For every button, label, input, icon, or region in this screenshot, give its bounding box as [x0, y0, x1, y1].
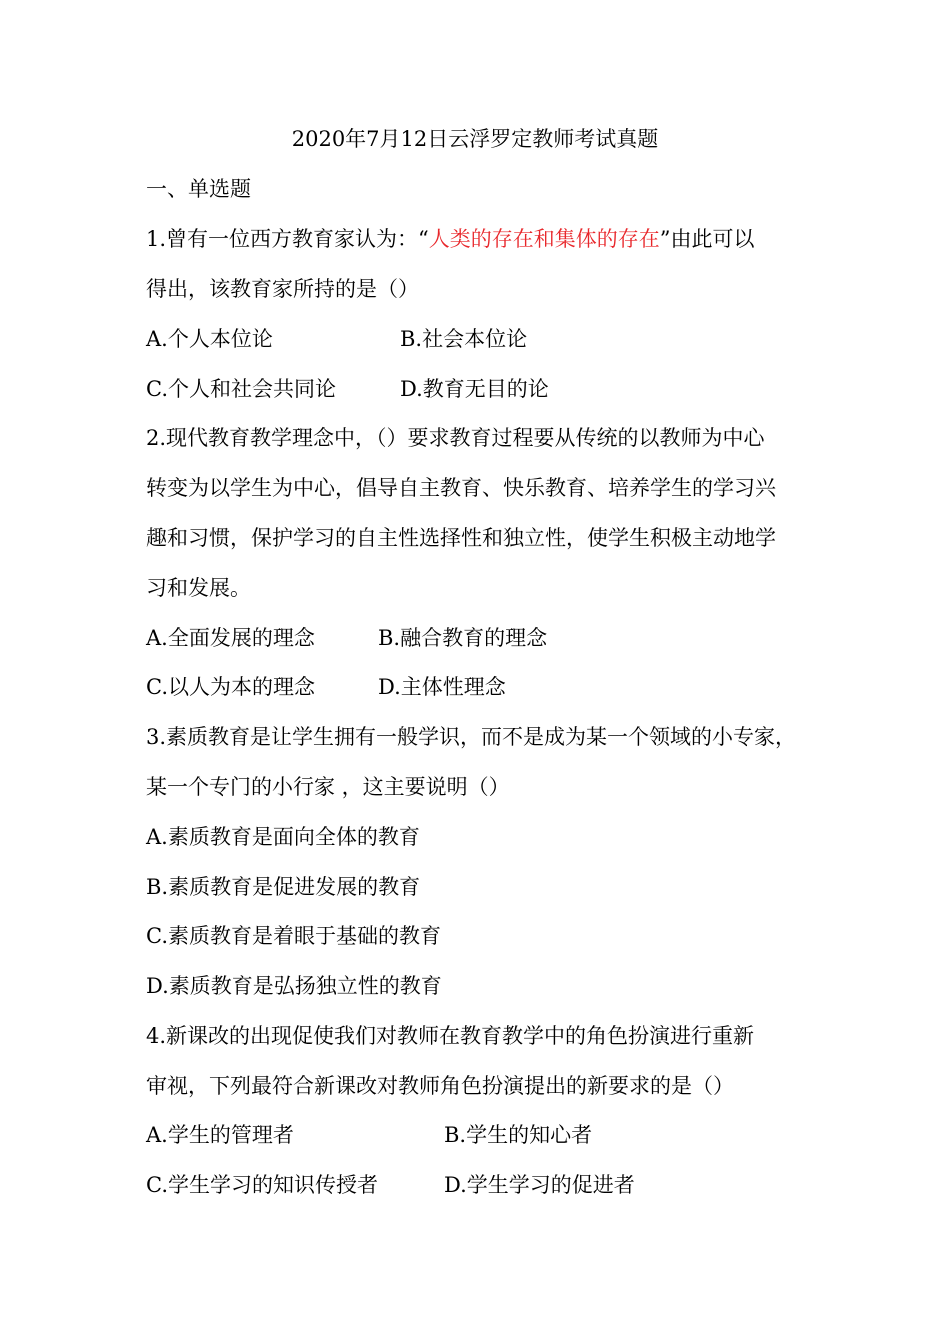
question-1-option-c: C.个人和社会共同论 [146, 377, 336, 401]
question-1-prefix: 1.曾有一位西方教育家认为：“ [146, 227, 429, 251]
question-1-highlight: 人类的存在和集体的存在 [428, 227, 660, 251]
question-3-option-c: C.素质教育是着眼于基础的教育 [146, 924, 441, 948]
question-3-option-a: A.素质教育是面向全体的教育 [146, 825, 420, 849]
question-3-text-line1: 3.素质教育是让学生拥有一般学识，而不是成为某一个领域的小专家， [146, 725, 797, 749]
question-4-option-c: C.学生学习的知识传授者 [146, 1173, 378, 1197]
question-2-text-line4: 习和发展。 [146, 576, 251, 600]
question-1-option-b: B.社会本位论 [400, 327, 528, 351]
question-4-text-line2: 审视，下列最符合新课改对教师角色扮演提出的新要求的是（） [146, 1074, 734, 1098]
question-2-option-c: C.以人为本的理念 [146, 675, 315, 699]
question-2-option-a: A.全面发展的理念 [146, 626, 315, 650]
question-2-option-d: D.主体性理念 [378, 675, 506, 699]
question-3-text-line2: 某一个专门的小行家 ，这主要说明（） [146, 775, 510, 799]
question-1-text [146, 224, 755, 254]
section-heading: 一、单选题 [146, 177, 251, 201]
question-1-text-line2: 得出，该教育家所持的是（） [146, 277, 419, 301]
question-1-option-d: D.教育无目的论 [400, 377, 549, 401]
question-4-option-b: B.学生的知心者 [444, 1123, 593, 1147]
question-2-text-line1: 2.现代教育教学理念中，（）要求教育过程要从传统的以教师为中心 [146, 426, 765, 450]
question-2-option-b: B.融合教育的理念 [378, 626, 548, 650]
question-1-suffix: ”由此可以 [659, 227, 755, 251]
question-4-option-a: A.学生的管理者 [146, 1123, 294, 1147]
question-2-text-line2: 转变为以学生为中心，倡导自主教育、快乐教育、培养学生的学习兴 [146, 476, 776, 500]
question-1-option-a: A.个人本位论 [146, 327, 273, 351]
question-2-text-line3: 趣和习惯，保护学习的自主性选择性和独立性，使学生积极主动地学 [146, 526, 776, 550]
question-4-option-d: D.学生学习的促进者 [444, 1173, 635, 1197]
question-3-option-d: D.素质教育是弘扬独立性的教育 [146, 974, 442, 998]
page-title: 2020年7月12日云浮罗定教师考试真题 [291, 127, 659, 151]
question-4-text-line1: 4.新课改的出现促使我们对教师在教育教学中的角色扮演进行重新 [146, 1024, 755, 1048]
question-3-option-b: B.素质教育是促进发展的教育 [146, 875, 421, 899]
